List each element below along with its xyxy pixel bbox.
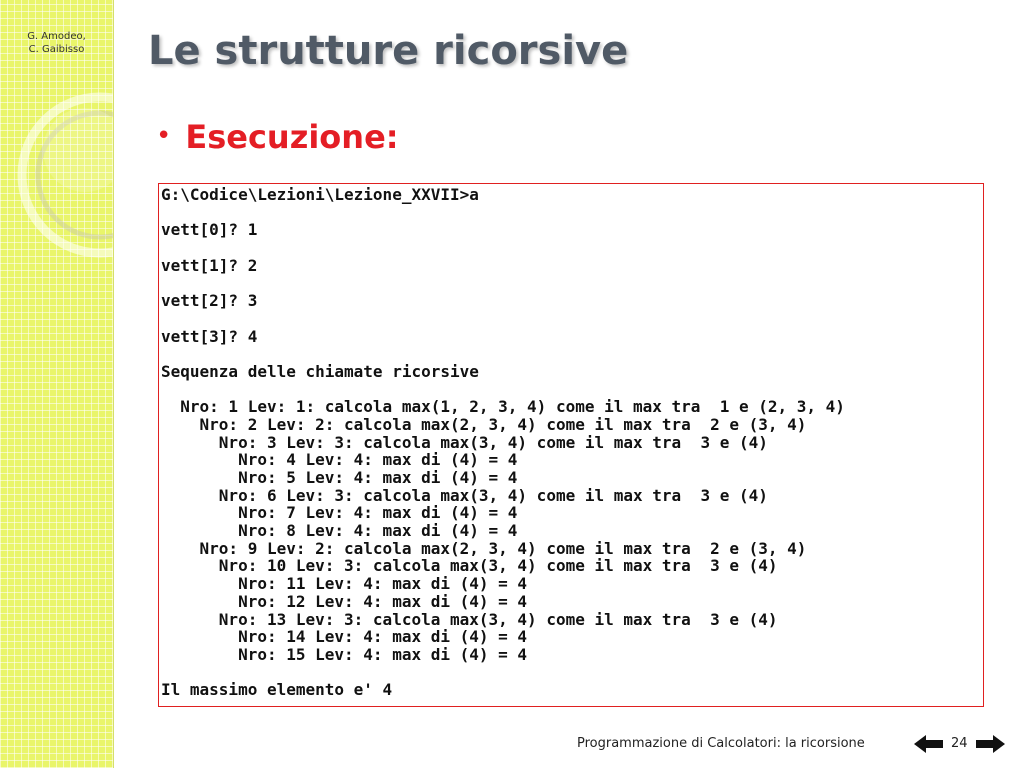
console-line: vett[3]? 4 xyxy=(161,326,258,346)
console-line: Nro: 10 Lev: 3: calcola max(3, 4) come il max tra 3 e (4) xyxy=(161,556,778,576)
arrow-left-icon[interactable] xyxy=(914,734,944,754)
bullet-text: Esecuzione: xyxy=(185,118,399,156)
console-line xyxy=(161,204,983,222)
console-line: vett[2]? 3 xyxy=(161,291,258,311)
author-line: G. Amodeo, xyxy=(27,31,86,42)
page-number: 24 xyxy=(951,736,968,751)
console-line: Nro: 15 Lev: 4: max di (4) = 4 xyxy=(161,644,528,664)
console-line: Nro: 8 Lev: 4: max di (4) = 4 xyxy=(161,521,518,541)
console-line: Nro: 5 Lev: 4: max di (4) = 4 xyxy=(161,468,518,487)
console-line: Nro: 11 Lev: 4: max di (4) = 4 xyxy=(161,574,528,594)
console-line xyxy=(161,345,983,363)
bullet-item xyxy=(156,118,399,156)
arrow-right-icon[interactable] xyxy=(975,734,1005,754)
author-line: C. Gaibisso xyxy=(28,44,85,55)
console-line xyxy=(161,239,983,257)
console-line: Nro: 1 Lev: 1: calcola max(1, 2, 3, 4) come il max tra 1 e (2, 3, 4) xyxy=(161,397,845,417)
authors xyxy=(0,30,113,56)
console-line xyxy=(161,274,983,292)
console-line xyxy=(161,381,983,399)
console-line: Nro: 12 Lev: 4: max di (4) = 4 xyxy=(161,591,528,611)
slide-title: Le strutture ricorsive xyxy=(148,28,629,74)
console-line: vett[1]? 2 xyxy=(161,255,258,275)
console-line: Nro: 9 Lev: 2: calcola max(2, 3, 4) come il max tra 2 e (3, 4) xyxy=(161,538,807,558)
console-line: Nro: 4 Lev: 4: max di (4) = 4 xyxy=(161,450,518,470)
bullet-icon: • xyxy=(156,121,172,151)
sidebar xyxy=(0,0,114,768)
console-line: Nro: 14 Lev: 4: max di (4) = 4 xyxy=(161,627,528,647)
footer-title: Programmazione di Calcolatori: la ricorsione xyxy=(577,736,865,751)
console-line: Nro: 6 Lev: 3: calcola max(3, 4) come il max tra 3 e (4) xyxy=(161,485,768,505)
console-line: Nro: 13 Lev: 3: calcola max(3, 4) come il max tra 3 e (4) xyxy=(161,609,778,629)
console-line: vett[0]? 1 xyxy=(161,220,258,240)
console-line: Nro: 2 Lev: 2: calcola max(2, 3, 4) come il max tra 2 e (3, 4) xyxy=(161,414,807,434)
console-line xyxy=(161,664,983,682)
console-line: Sequenza delle chiamate ricorsive xyxy=(161,361,479,381)
console-line: G:\Codice\Lezioni\Lezione_XXVII>a xyxy=(161,185,479,204)
console-output xyxy=(158,183,984,707)
console-line: Il massimo elemento e' 4 xyxy=(161,680,393,700)
console-line: Nro: 7 Lev: 4: max di (4) = 4 xyxy=(161,503,518,523)
console-line: Nro: 3 Lev: 3: calcola max(3, 4) come il max tra 3 e (4) xyxy=(161,432,768,452)
console-line xyxy=(161,310,983,328)
